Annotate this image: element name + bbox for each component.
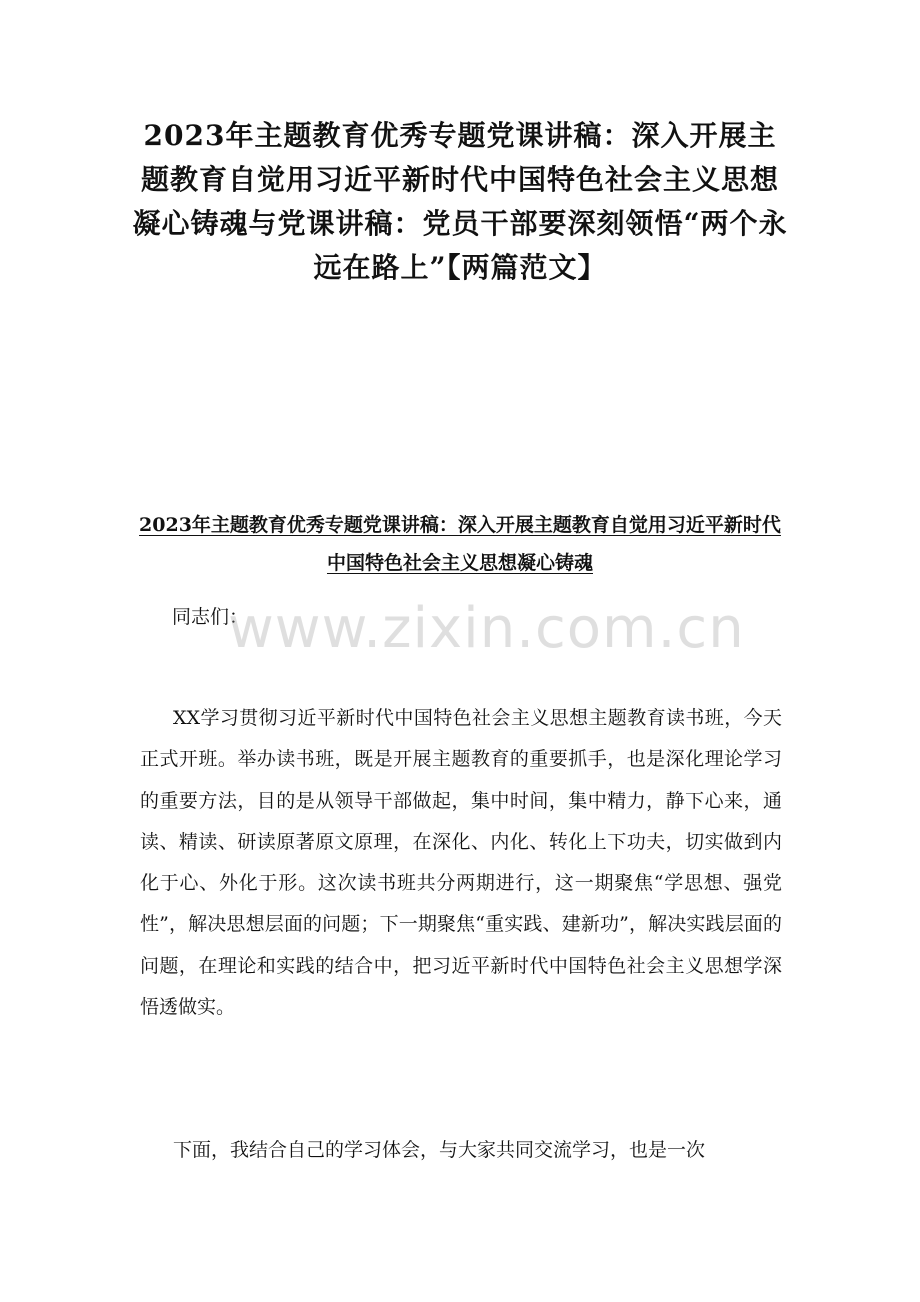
section-title <box>130 506 790 582</box>
salutation: 同志们： <box>172 606 249 628</box>
section-title-text: 2023年主题教育优秀专题党课讲稿：深入开展主题教育自觉用习近平新时代中国特色社会主义思想凝心铸魂 <box>139 514 781 574</box>
body-paragraph-1: XX学习贯彻习近平新时代中国特色社会主义思想主题教育读书班，今天正式开班。举办读书班，既是开展主题教育的重要抓手，也是深化理论学习的重要方法，目的是从领导干部做起，集中时间，集中精力，静下心来，通读、精读、研读原著原文原理，在深化、内化、转化上下功夫，切实做到内化于心、外化于形。这次读书班共分两期进行，这一期聚焦“学思想、强党性”，解决思想层面的问题；下一期聚焦“重实践、建新功”，解决实践层面的问题，在理论和实践的结合中，把习近平新时代中国特色社会主义思想学深悟透做实。 <box>140 707 782 1019</box>
document-title: 2023年主题教育优秀专题党课讲稿：深入开展主题教育自觉用习近平新时代中国特色社会主义思想凝心铸魂与党课讲稿：党员干部要深刻领悟“两个永远在路上”【两篇范文】 <box>132 119 788 284</box>
watermark: www.zixin.com.cn <box>228 596 745 661</box>
body-paragraph-2: 下面，我结合自己的学习体会，与大家共同交流学习，也是一次 <box>173 1139 706 1161</box>
